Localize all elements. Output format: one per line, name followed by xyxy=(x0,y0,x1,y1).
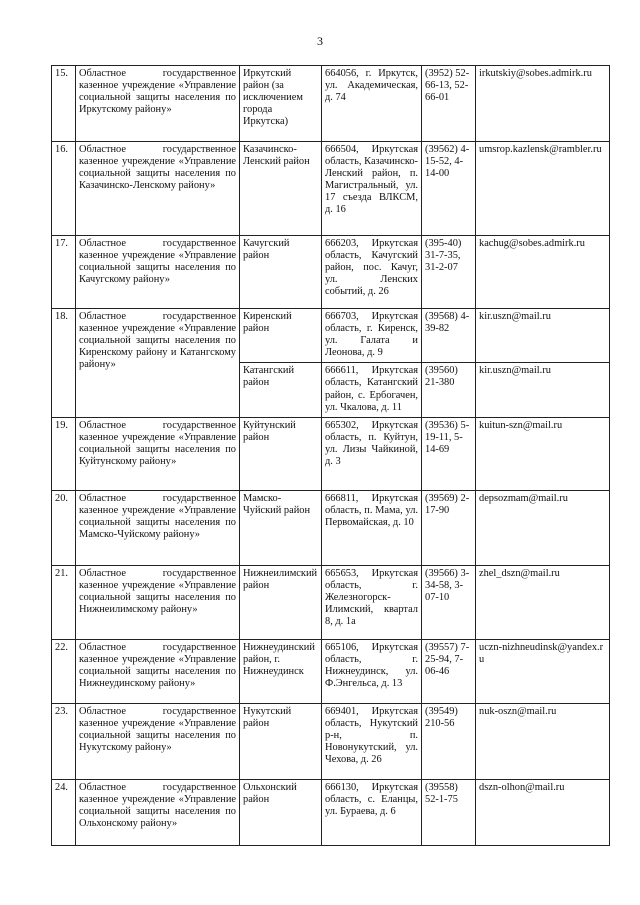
row-number: 18. xyxy=(52,309,76,418)
email: kachug@sobes.admirk.ru xyxy=(476,236,610,309)
address: 666130, Иркутская область, с. Еланцы, ул. Бураева, д. 6 xyxy=(322,779,422,845)
address: 664056, г. Иркутск, ул. Академическая, д. 74 xyxy=(322,66,422,142)
row-number: 19. xyxy=(52,417,76,490)
address: 666811, Иркутская область, п. Мама, ул. Первомайская, д. 10 xyxy=(322,490,422,565)
district-name: Киренский район xyxy=(240,309,322,363)
address: 669401, Иркутская область, Нукутский р-н, п. Новонукутский, ул. Чехова, д. 26 xyxy=(322,703,422,779)
email: dszn-olhon@mail.ru xyxy=(476,779,610,845)
row-number: 17. xyxy=(52,236,76,309)
address: 665302, Иркутская область, п. Куйтун, ул. Лизы Чайкиной, д. 3 xyxy=(322,417,422,490)
phone: (39568) 4-39-82 xyxy=(422,309,476,363)
organization-name: Областное государственное казенное учреждение «Управление социальной защиты населения по Казачинско-Ленскому району» xyxy=(76,142,240,236)
table-row xyxy=(52,779,610,845)
email: umsrop.kazlensk@rambler.ru xyxy=(476,142,610,236)
district-name: Катангский район xyxy=(240,363,322,417)
organization-name: Областное государственное казенное учреждение «Управление социальной защиты населения по Нукутскому району» xyxy=(76,703,240,779)
phone: (39569) 2-17-90 xyxy=(422,490,476,565)
organization-name: Областное государственное казенное учреждение «Управление социальной защиты населения по Куйтунскому району» xyxy=(76,417,240,490)
table-row xyxy=(52,66,610,142)
table-row xyxy=(52,142,610,236)
phone: (39560) 21-380 xyxy=(422,363,476,417)
row-number: 16. xyxy=(52,142,76,236)
district-name: Куйтунский район xyxy=(240,417,322,490)
table-row xyxy=(52,417,610,490)
organization-name: Областное государственное казенное учреждение «Управление социальной защиты населения по Киренскому району и Катангскому району» xyxy=(76,309,240,418)
phone: (395-40) 31-7-35, 31-2-07 xyxy=(422,236,476,309)
page-number: 3 xyxy=(317,34,323,48)
email: kir.uszn@mail.ru xyxy=(476,309,610,363)
address: 665653, Иркутская область, г. Железногорск-Илимский, квартал 8, д. 1а xyxy=(322,565,422,639)
email: irkutskiy@sobes.admirk.ru xyxy=(476,66,610,142)
email: depsozmam@mail.ru xyxy=(476,490,610,565)
table-row xyxy=(52,309,610,363)
district-name: Нижнеудинский район, г. Нижнеудинск xyxy=(240,639,322,703)
table-row xyxy=(52,639,610,703)
phone: (39549) 210-56 xyxy=(422,703,476,779)
address: 666611, Иркутская область, Катангский район, с. Ербогачен, ул. Чкалова, д. 11 xyxy=(322,363,422,417)
district-name: Ольхонский район xyxy=(240,779,322,845)
email: nuk-oszn@mail.ru xyxy=(476,703,610,779)
phone: (39566) 3-34-58, 3-07-10 xyxy=(422,565,476,639)
district-name: Иркутский район (за исключением города Иркутска) xyxy=(240,66,322,142)
district-name: Нижнеилимский район xyxy=(240,565,322,639)
row-number: 15. xyxy=(52,66,76,142)
row-number: 22. xyxy=(52,639,76,703)
address: 665106, Иркутская область, г. Нижнеудинск, ул. Ф.Энгельса, д. 13 xyxy=(322,639,422,703)
district-name: Нукутский район xyxy=(240,703,322,779)
district-name: Мамско-Чуйский район xyxy=(240,490,322,565)
registry-table xyxy=(51,65,610,846)
phone: (39562) 4-15-52, 4-14-00 xyxy=(422,142,476,236)
row-number: 21. xyxy=(52,565,76,639)
phone: (39558) 52-1-75 xyxy=(422,779,476,845)
email: zhel_dszn@mail.ru xyxy=(476,565,610,639)
district-name: Казачинско-Ленский район xyxy=(240,142,322,236)
phone: (3952) 52-66-13, 52-66-01 xyxy=(422,66,476,142)
address: 666203, Иркутская область, Качугский район, пос. Качуг, ул. Ленских событий, д. 26 xyxy=(322,236,422,309)
organization-name: Областное государственное казенное учреждение «Управление социальной защиты населения по Иркутскому району» xyxy=(76,66,240,142)
phone: (39557) 7-25-94, 7-06-46 xyxy=(422,639,476,703)
email: uczn-nizhneudinsk@yandex.ru xyxy=(476,639,610,703)
organization-name: Областное государственное казенное учреждение «Управление социальной защиты населения по Нижнеилимскому району» xyxy=(76,565,240,639)
table-row xyxy=(52,236,610,309)
organization-name: Областное государственное казенное учреждение «Управление социальной защиты населения по Нижнеудинскому району» xyxy=(76,639,240,703)
table-row xyxy=(52,565,610,639)
email: kuitun-szn@mail.ru xyxy=(476,417,610,490)
row-number: 23. xyxy=(52,703,76,779)
district-name: Качугский район xyxy=(240,236,322,309)
table-row xyxy=(52,703,610,779)
phone: (39536) 5-19-11, 5-14-69 xyxy=(422,417,476,490)
address: 666703, Иркутская область, г. Киренск, ул. Галата и Леонова, д. 9 xyxy=(322,309,422,363)
email: kir.uszn@mail.ru xyxy=(476,363,610,417)
row-number: 20. xyxy=(52,490,76,565)
table-row xyxy=(52,490,610,565)
row-number: 24. xyxy=(52,779,76,845)
organization-name: Областное государственное казенное учреждение «Управление социальной защиты населения по Мамско-Чуйскому району» xyxy=(76,490,240,565)
organization-name: Областное государственное казенное учреждение «Управление социальной защиты населения по Качугскому району» xyxy=(76,236,240,309)
address: 666504, Иркутская область, Казачинско-Ленский район, п. Магистральный, ул. 17 съезда ВЛКСМ, д. 16 xyxy=(322,142,422,236)
organization-name: Областное государственное казенное учреждение «Управление социальной защиты населения по Ольхонскому району» xyxy=(76,779,240,845)
